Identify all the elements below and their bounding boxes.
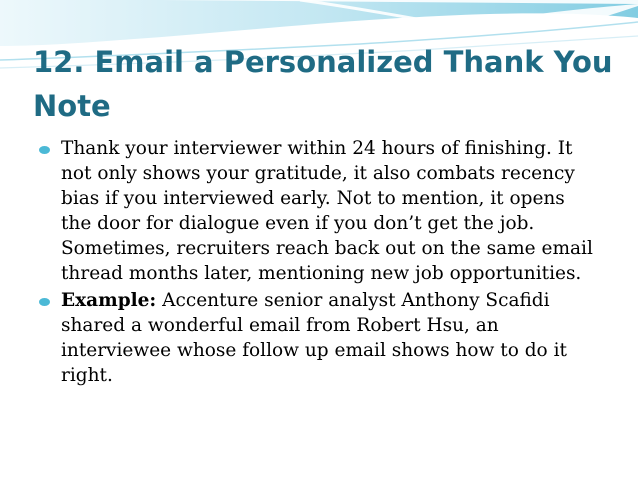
bullet-item-example [38, 288, 598, 388]
bullet-marker-icon [39, 146, 50, 154]
bullet-list [38, 136, 598, 390]
bullet-text: Thank your interviewer within 24 hours of finishing. It not only shows your gratitude, it also combats recency bias if you interviewed early. Not to mention, it opens the door for dialogue even if you don’t get the job. Sometimes, recruiters reach back out on the same email thread months later, mentioning new job opportunities. [61, 138, 593, 284]
slide-title: 12. Email a Personalized Thank You Note [33, 45, 613, 123]
example-label: Example: [61, 290, 157, 311]
bullet-text: Accenture senior analyst Anthony Scafidi shared a wonderful email from Robert Hsu, an interviewee whose follow up email shows how to do it right. [61, 290, 567, 386]
bullet-item-thank-within-24-hours [38, 136, 598, 286]
bullet-marker-icon [39, 298, 50, 306]
